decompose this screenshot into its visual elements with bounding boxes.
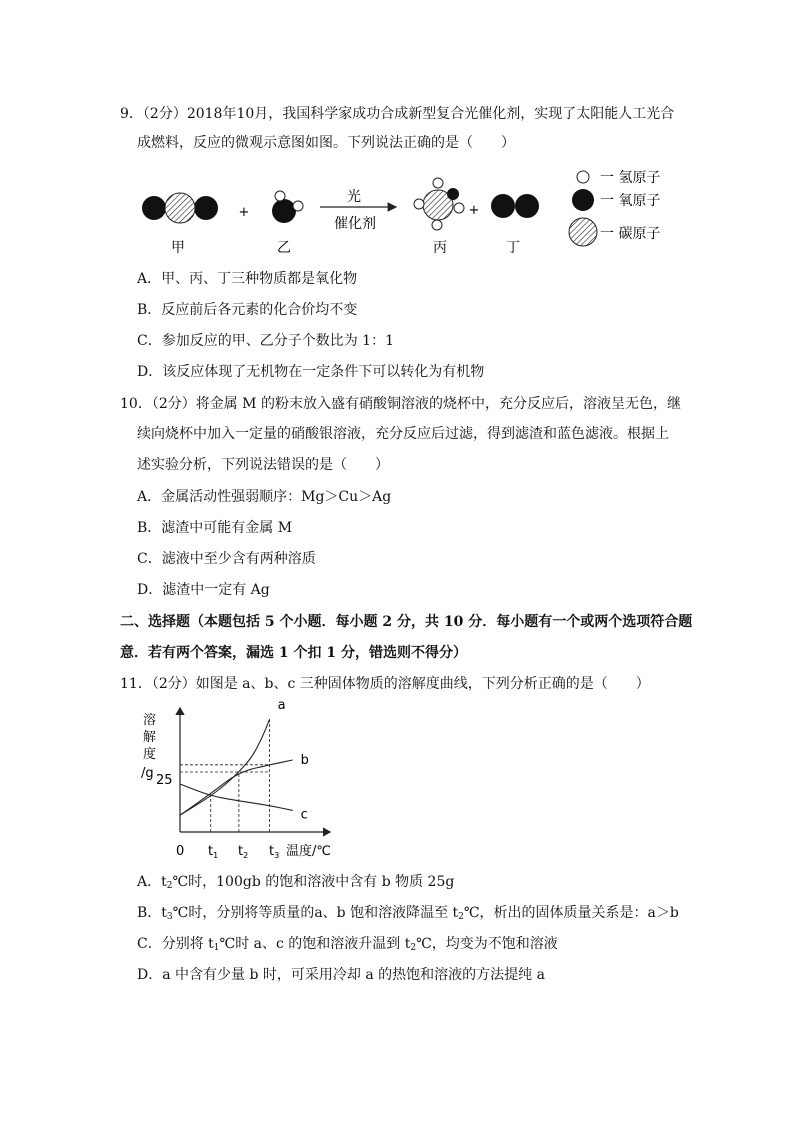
series-a-label: a [277, 698, 286, 714]
chart-series [180, 698, 309, 822]
q11-option-d: D．a 中含有少量 b 时，可采用冷却 a 的热饱和溶液的方法提纯 a [137, 967, 545, 983]
q10-stem-line3: 述实验分析，下列说法错误的是（ ） [137, 457, 389, 473]
xlabel: 温度/℃ [286, 844, 331, 859]
xtick-t1: $t_1$ [208, 844, 219, 860]
series-c-line [180, 784, 293, 810]
q9-option-b: B．反应前后各元素的化合价均不变 [137, 302, 358, 318]
section2-header-line2: 意．若有两个答案，漏选 1 个扣 1 分，错选则不得分） [120, 645, 467, 661]
ytick-label-25: 25 [156, 773, 173, 788]
plus-2: + [468, 203, 480, 218]
ylabel-char-1: 溶 [143, 713, 157, 728]
chart-guides [180, 719, 270, 832]
label-ding: 丁 [506, 240, 520, 256]
q9-stem-line2: 成燃料，反应的微观示意图如图。下列说法正确的是（ ） [137, 135, 515, 151]
q11-option-c: C．分别将 $t_1℃$时 a、c 的饱和溶液升温到 $t_2℃$，均变为不饱和溶液 [137, 936, 558, 953]
label-jia: 甲 [171, 240, 185, 256]
series-a-line [180, 719, 270, 815]
arrow-condition-light: 光 [347, 189, 361, 205]
q11-option-b: B．$t_3℃$时，分别将等质量的a、b 饱和溶液降温至 $t_2℃$，析出的固体质量关系是：a＞b [137, 905, 679, 922]
q11-option-a: A．$t_2℃$时，100gb 的饱和溶液中含有 b 物质 25g [137, 874, 455, 891]
series-c-label: c [300, 807, 308, 823]
arrow-condition-catalyst: 催化剂 [334, 216, 376, 232]
legend-oxygen: 一 氧原子 [600, 193, 661, 209]
q10-option-d: D．滤渣中一定有 Ag [137, 582, 270, 598]
q9-option-a: A．甲、丙、丁三种物质都是氧化物 [137, 271, 358, 287]
q11-stem: 11．（2分）如图是 a、b、c 三种固体物质的溶解度曲线，下列分析正确的是（ ） [120, 676, 650, 692]
q10-option-c: C．滤液中至少含有两种溶质 [137, 551, 316, 567]
q10-option-a: A．金属活动性强弱顺序：Mg＞Cu＞Ag [137, 489, 392, 505]
label-yi: 乙 [277, 240, 291, 256]
origin-label: 0 [176, 844, 185, 859]
legend-hydrogen: 一 氢原子 [600, 170, 661, 186]
q9-stem-line1: 9．（2分）2018年10月，我国科学家成功合成新型复合光催化剂，实现了太阳能人工光合 [120, 106, 675, 122]
q9-option-c: C．参加反应的甲、乙分子个数比为 1：1 [137, 333, 394, 349]
xtick-t3: $t_3$ [269, 844, 280, 860]
legend-carbon: 一 碳原子 [600, 226, 661, 242]
series-b-label: b [300, 753, 309, 768]
label-bing: 丙 [433, 240, 447, 256]
ylabel-char-3: 度 [143, 747, 157, 762]
q10-option-b: B．滤渣中可能有金属 M [137, 520, 293, 536]
plus-1: + [238, 205, 250, 220]
q10-stem-line2: 续向烧杯中加入一定量的硝酸银溶液，充分反应后过滤，得到滤渣和蓝色滤液。根据上 [137, 426, 669, 442]
ylabel-char-2: 解 [143, 730, 157, 745]
xtick-t2: $t_2$ [238, 844, 249, 860]
q9-option-d: D．该反应体现了无机物在一定条件下可以转化为有机物 [137, 364, 485, 380]
section2-header-line1: 二、选择题（本题包括 5 个小题．每小题 2 分，共 10 分．每小题有一个或两个选项符合题 [120, 614, 693, 630]
q10-stem-line1: 10．（2分）将金属 M 的粉末放入盛有硝酸铜溶液的烧杯中，充分反应后，溶液呈无色，继 [120, 396, 681, 412]
ylabel-char-4: /g [141, 766, 154, 781]
